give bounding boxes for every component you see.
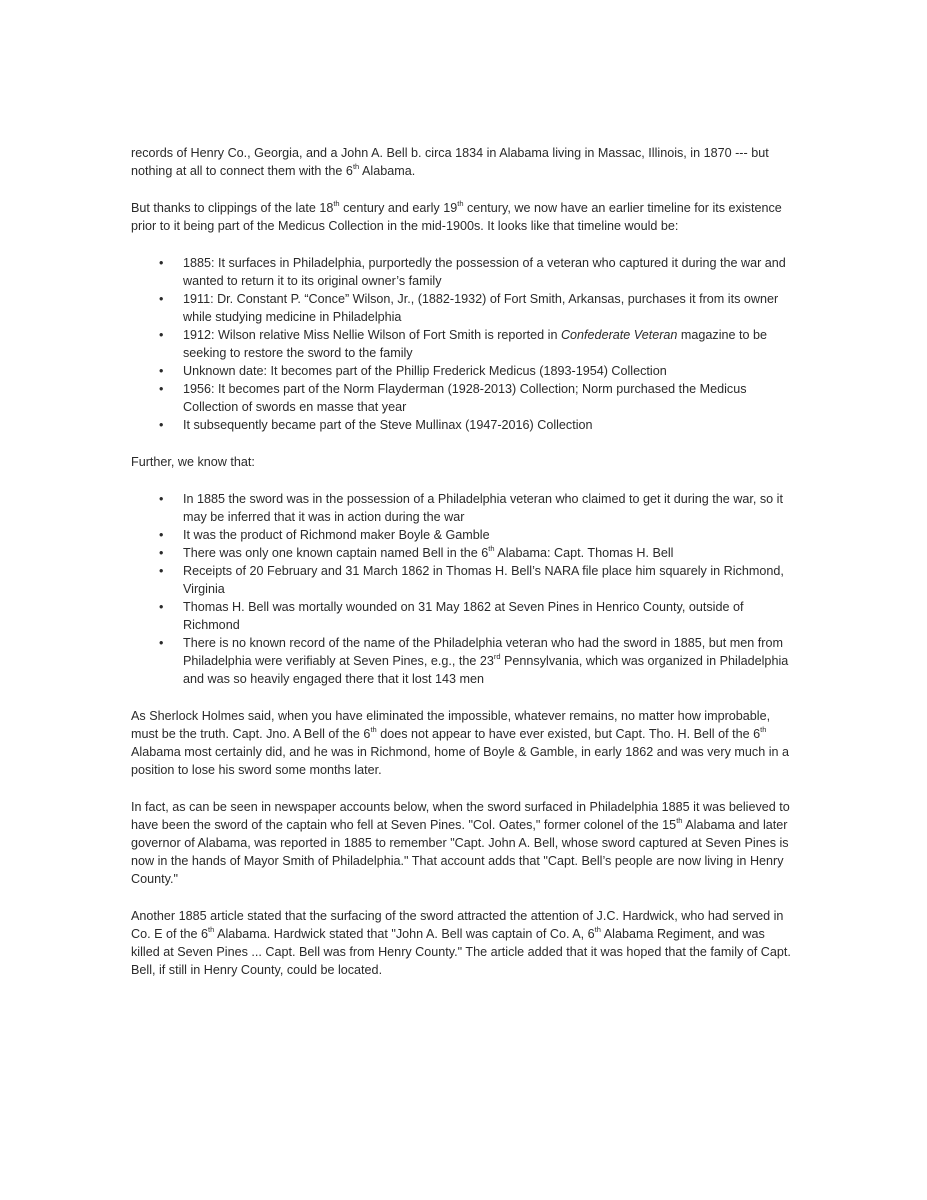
list-item-text: Alabama: Capt. Thomas H. Bell	[494, 546, 674, 560]
list-item-text: In 1885 the sword was in the possession of a Philadelphia veteran who claimed to get it during the war, so it may be inferred that it was in action during the war	[183, 492, 783, 524]
list-item-text: There is no known record of the name of the Philadelphia veteran who had the sword in 1885, but men from Philadelphia were verifiably at Seven Pines, e.g., the 23	[183, 636, 783, 668]
text-segment: Alabama. Hardwick stated that "John A. Bell was captain of Co. A, 6	[214, 927, 595, 941]
timeline-item	[159, 254, 791, 290]
list-item-text: magazine to be seeking to restore the sword to the family	[183, 328, 768, 360]
bullet-icon: •	[159, 364, 164, 378]
superscript: th	[760, 725, 767, 734]
list-item-text: Receipts of 20 February and 31 March 1862 in Thomas H. Bell’s NARA file place him squarely in Richmond, Virginia	[183, 564, 784, 596]
paragraph-hardwick-article	[131, 907, 791, 979]
text-segment: Alabama and later governor of Alabama, was reported in 1885 to remember "Capt. John A. Bell, whose sword captured at Seven Pines is now in the hands of Mayor Smith of Philadelphia." That account adds that "Capt. Bell’s people are now living in Henry County."	[131, 818, 789, 886]
text-segment: But thanks to clippings of the late 18	[131, 201, 334, 215]
bullet-icon: •	[159, 328, 164, 342]
timeline-item	[159, 416, 791, 434]
fact-item	[159, 526, 791, 544]
list-item-text: 1885: It surfaces in Philadelphia, purportedly the possession of a veteran who captured it during the war and wanted to return it to its original owner’s family	[183, 256, 786, 288]
fact-item	[159, 598, 791, 634]
list-item-text: 1911: Dr. Constant P. “Conce” Wilson, Jr., (1882-1932) of Fort Smith, Arkansas, purchases it from its owner while studying medicine in Philadelphia	[183, 292, 779, 324]
timeline-list	[131, 254, 791, 434]
text-segment: does not appear to have ever existed, but Capt. Tho. H. Bell of the 6	[376, 727, 761, 741]
list-item-text: 1912: Wilson relative Miss Nellie Wilson of Fort Smith is reported in	[183, 328, 561, 342]
text-segment: As Sherlock Holmes said, when you have eliminated the impossible, whatever remains, no matter how improbable, must be the truth. Capt. Jno. A Bell of the 6	[131, 709, 771, 741]
list-item-text: 1956: It becomes part of the Norm Flayderman (1928-2013) Collection; Norm purchased the Medicus Collection of swords en masse that year	[183, 382, 747, 414]
bullet-icon: •	[159, 418, 164, 432]
list-item-text: There was only one known captain named Bell in the 6	[183, 546, 489, 560]
paragraph-newspaper-accounts	[131, 798, 791, 888]
bullet-icon: •	[159, 256, 164, 270]
superscript: th	[333, 199, 340, 208]
document-page	[131, 144, 791, 998]
bullet-icon: •	[159, 292, 164, 306]
bullet-icon: •	[159, 546, 164, 560]
paragraph-henry-co-records	[131, 144, 791, 180]
bullet-icon: •	[159, 382, 164, 396]
bullet-icon: •	[159, 564, 164, 578]
text-segment: Alabama Regiment, and was killed at Seven Pines ... Capt. Bell was from Henry County." The article added that it was hoped that the family of Capt. Bell, if still in Henry County, could be located.	[131, 927, 791, 977]
list-item-text: Thomas H. Bell was mortally wounded on 31 May 1862 at Seven Pines in Henrico County, outside of Richmond	[183, 600, 744, 632]
timeline-item	[159, 290, 791, 326]
text-segment: century, we now have an earlier timeline for its existence prior to it being part of the Medicus Collection in the mid-1900s. It looks like that timeline would be:	[131, 201, 782, 233]
list-item-text: Unknown date: It becomes part of the Phillip Frederick Medicus (1893-1954) Collection	[183, 364, 667, 378]
text-segment: Alabama most certainly did, and he was in Richmond, home of Boyle & Gamble, in early 1862 and was very much in a position to lose his sword some months later.	[131, 745, 790, 777]
paragraph-timeline-intro	[131, 199, 791, 235]
facts-list	[131, 490, 791, 688]
text-segment: In fact, as can be seen in newspaper accounts below, when the sword surfaced in Philadelphia 1885 it was believed to have been the sword of the captain who fell at Seven Pines. "Col. Oates," former colonel of the 15	[131, 800, 790, 832]
superscript: th	[370, 725, 377, 734]
fact-item	[159, 544, 791, 562]
paragraph-sherlock-holmes	[131, 707, 791, 779]
superscript: th	[352, 162, 360, 171]
bullet-icon: •	[159, 600, 164, 614]
fact-item	[159, 490, 791, 526]
bullet-icon: •	[159, 492, 164, 506]
list-item-text: Pennsylvania, which was organized in Philadelphia and was so heavily engaged there that it lost 143 men	[183, 654, 789, 686]
text-segment: Alabama.	[359, 164, 416, 178]
superscript: rd	[493, 652, 501, 661]
fact-item	[159, 634, 791, 688]
paragraph-further: Further, we know that:	[131, 455, 255, 469]
bullet-icon: •	[159, 528, 164, 542]
list-item-text: It was the product of Richmond maker Boyle & Gamble	[183, 528, 490, 542]
timeline-item	[159, 380, 791, 416]
fact-item	[159, 562, 791, 598]
superscript: th	[208, 925, 215, 934]
magazine-title: Confederate Veteran	[560, 328, 678, 342]
superscript: th	[488, 544, 495, 553]
text-segment: records of Henry Co., Georgia, and a John A. Bell b. circa 1834 in Alabama living in Massac, Illinois, in 1870 --- but nothing at all to connect them with the 6	[131, 146, 769, 178]
timeline-item	[159, 326, 791, 362]
list-item-text: It subsequently became part of the Steve Mullinax (1947-2016) Collection	[183, 418, 593, 432]
superscript: th	[457, 199, 464, 208]
timeline-item	[159, 362, 791, 380]
text-segment: century and early 19	[339, 201, 458, 215]
text-segment: Another 1885 article stated that the surfacing of the sword attracted the attention of J.C. Hardwick, who had served in Co. E of the 6	[131, 909, 784, 941]
bullet-icon: •	[159, 636, 164, 650]
superscript: th	[594, 925, 601, 934]
superscript: th	[676, 816, 683, 825]
